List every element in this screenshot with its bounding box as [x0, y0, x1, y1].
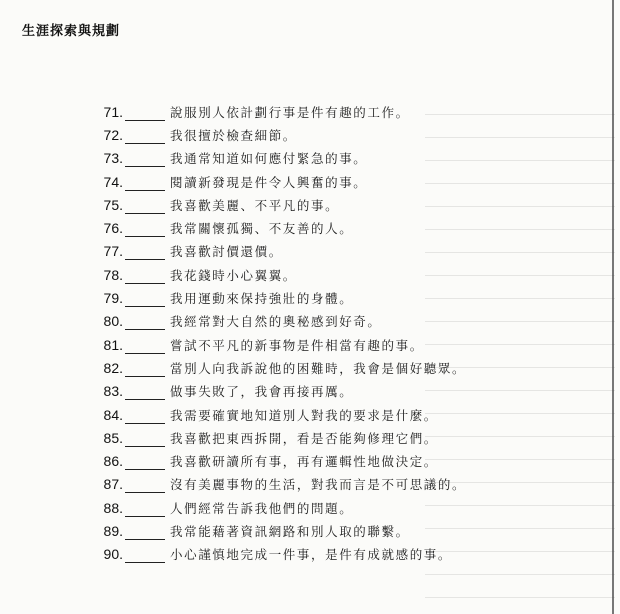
question-item [93, 543, 593, 566]
question-number: 79. [103, 290, 123, 307]
question-item [93, 216, 593, 239]
question-number: 72. [103, 126, 123, 143]
answer-blank[interactable] [125, 456, 165, 470]
question-number: 88. [103, 499, 123, 516]
question-item [93, 426, 593, 449]
question-text: 嘗試不平凡的新事物是件相當有趣的事。 [170, 337, 424, 353]
question-number: 82. [103, 359, 123, 376]
question-text: 我喜歡研讀所有事，再有邏輯性地做決定。 [170, 454, 438, 470]
question-item [93, 380, 593, 403]
question-item [93, 403, 593, 426]
question-item [93, 123, 593, 146]
question-number: 89. [103, 522, 123, 539]
answer-blank[interactable] [125, 433, 165, 447]
answer-blank[interactable] [125, 293, 165, 307]
answer-blank[interactable] [125, 200, 165, 214]
question-number: 78. [103, 266, 123, 283]
question-item [93, 449, 593, 472]
question-number: 81. [103, 336, 123, 353]
question-item [93, 519, 593, 542]
question-item [93, 263, 593, 286]
question-number: 71. [103, 103, 123, 120]
question-list [93, 100, 593, 566]
question-number: 84. [103, 406, 123, 423]
question-text: 當別人向我訴說他的困難時，我會是個好聽眾。 [170, 360, 467, 376]
answer-blank[interactable] [125, 410, 165, 424]
question-item [93, 333, 593, 356]
question-number: 83. [103, 383, 123, 400]
question-item [93, 100, 593, 123]
question-text: 我用運動來保持強壯的身體。 [170, 291, 354, 307]
question-item [93, 356, 593, 379]
question-item [93, 240, 593, 263]
question-text: 做事失敗了，我會再接再厲。 [170, 384, 354, 400]
question-item [93, 193, 593, 216]
answer-blank[interactable] [125, 153, 165, 167]
question-item [93, 170, 593, 193]
question-text: 我很擅於檢查細節。 [170, 127, 297, 143]
question-number: 73. [103, 150, 123, 167]
answer-blank[interactable] [125, 503, 165, 517]
question-item [93, 310, 593, 333]
answer-blank[interactable] [125, 223, 165, 237]
question-text: 我喜歡把東西拆開，看是否能夠修理它們。 [170, 430, 438, 446]
answer-blank[interactable] [125, 270, 165, 284]
question-text: 小心謹慎地完成一件事，是件有成就感的事。 [170, 547, 453, 563]
question-text: 我通常知道如何應付緊急的事。 [170, 151, 368, 167]
answer-blank[interactable] [125, 246, 165, 260]
answer-blank[interactable] [125, 340, 165, 354]
question-text: 人們經常告訴我他們的問題。 [170, 500, 354, 516]
question-item [93, 147, 593, 170]
question-item [93, 496, 593, 519]
question-number: 85. [103, 429, 123, 446]
question-item [93, 473, 593, 496]
question-text: 我喜歡討價還價。 [170, 244, 283, 260]
answer-blank[interactable] [125, 130, 165, 144]
question-item [93, 286, 593, 309]
question-number: 90. [103, 546, 123, 563]
answer-blank[interactable] [125, 107, 165, 121]
question-text: 我經常對大自然的奧秘感到好奇。 [170, 314, 382, 330]
question-number: 74. [103, 173, 123, 190]
question-number: 86. [103, 453, 123, 470]
answer-blank[interactable] [125, 316, 165, 330]
question-text: 說服別人依計劃行事是件有趣的工作。 [170, 104, 410, 120]
answer-blank[interactable] [125, 526, 165, 540]
answer-blank[interactable] [125, 386, 165, 400]
question-text: 我喜歡美麗、不平凡的事。 [170, 197, 340, 213]
question-text: 閱讀新發現是件令人興奮的事。 [170, 174, 368, 190]
question-text: 沒有美麗事物的生活，對我而言是不可思議的。 [170, 477, 467, 493]
question-text: 我常能藉著資訊網路和別人取的聯繫。 [170, 523, 410, 539]
question-text: 我花錢時小心翼翼。 [170, 267, 297, 283]
question-text: 我常關懷孤獨、不友善的人。 [170, 221, 354, 237]
header-title: 生涯探索與規劃 [22, 24, 121, 39]
question-number: 75. [103, 196, 123, 213]
answer-blank[interactable] [125, 549, 165, 563]
answer-blank[interactable] [125, 177, 165, 191]
answer-blank[interactable] [125, 479, 165, 493]
question-number: 80. [103, 313, 123, 330]
question-number: 87. [103, 476, 123, 493]
answer-blank[interactable] [125, 363, 165, 377]
question-number: 76. [103, 220, 123, 237]
question-text: 我需要確實地知道別人對我的要求是什麼。 [170, 407, 438, 423]
question-number: 77. [103, 243, 123, 260]
